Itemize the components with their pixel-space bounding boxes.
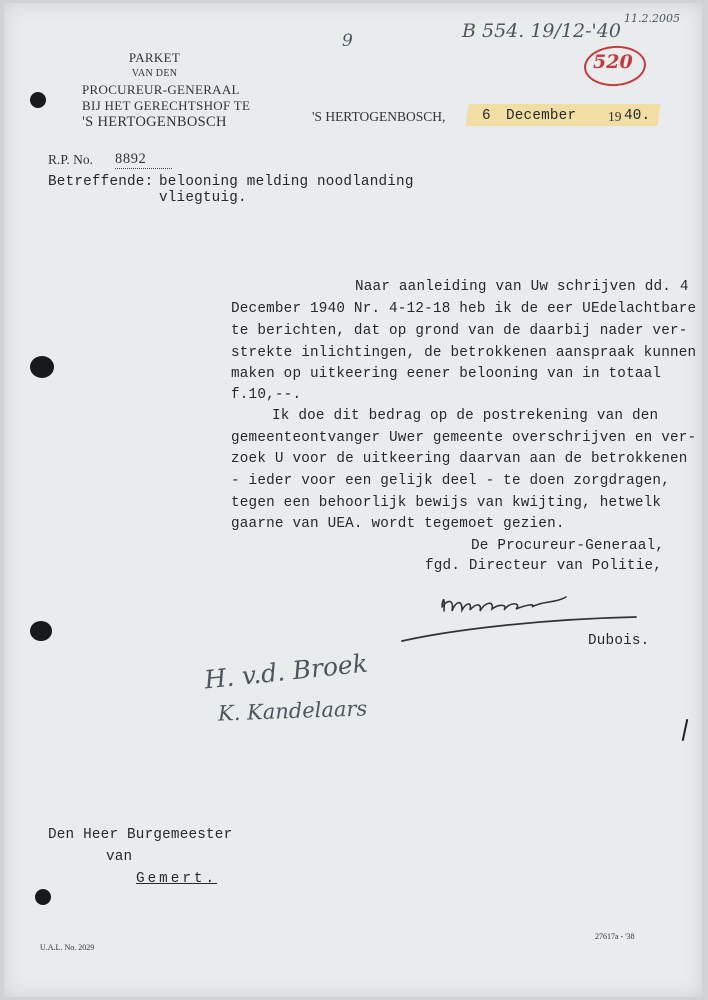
- body-line: gemeenteontvanger Uwer gemeente overschrijven en ver-: [231, 430, 697, 446]
- body-line: Ik doe dit bedrag op de postrekening van den: [272, 408, 659, 424]
- document-page: [4, 3, 702, 997]
- addressee-line: van: [106, 849, 133, 865]
- body-line: gaarne van UEA. wordt tegemoet gezien.: [231, 516, 565, 532]
- body-line: Naar aanleiding van Uw schrijven dd. 4: [355, 279, 689, 295]
- letterhead-line: 'S HERTOGENBOSCH: [82, 114, 227, 130]
- letterhead-line: BIJ HET GERECHTSHOF TE: [82, 98, 251, 113]
- closing-subtitle: fgd. Directeur van Politie,: [425, 558, 663, 574]
- body-line: f.10,--.: [231, 387, 302, 403]
- addressee-municipality: Gemert.: [136, 871, 218, 887]
- signatory-name: Dubois.: [588, 633, 650, 649]
- margin-note: K. Kandelaars: [217, 696, 368, 726]
- addressee-line: Den Heer Burgemeester: [48, 827, 233, 843]
- footer-form-number: U.A.L. No. 2029: [40, 943, 95, 952]
- archive-reference: B 554. 19/12-'40: [462, 20, 621, 42]
- date-year-prefix: 19: [608, 109, 622, 124]
- reference-number: 8892: [115, 151, 172, 169]
- body-line: maken op uitkeering eener belooning van in totaal: [231, 366, 662, 382]
- body-line: zoek U voor de uitkeering daarvan aan de betrokkenen: [231, 451, 688, 467]
- body-line: te berichten, dat op grond van de daarbij nader ver-: [231, 323, 688, 339]
- letterhead: [82, 50, 251, 130]
- punch-hole: [30, 356, 54, 378]
- body-line: December 1940 Nr. 4-12-18 heb ik de eer UEdelachtbare: [231, 301, 697, 317]
- annotation-small: 9: [342, 31, 353, 51]
- punch-hole: [35, 889, 51, 905]
- margin-note: H. v.d. Broek: [202, 648, 370, 695]
- date-day: 6: [482, 108, 491, 124]
- subject-line: belooning melding noodlanding: [159, 174, 414, 190]
- archive-date: 11.2.2005: [624, 12, 680, 25]
- letterhead-line: PROCUREUR-GENERAAL: [82, 82, 240, 97]
- margin-stroke: [682, 719, 689, 741]
- punch-hole: [30, 92, 46, 108]
- footer-print-code: 27617a - '38: [595, 932, 635, 941]
- punch-hole: [30, 621, 52, 641]
- subject-label: Betreffende:: [48, 174, 154, 190]
- date-year-suffix: 40.: [624, 108, 651, 124]
- circled-number: 520: [593, 51, 633, 73]
- closing-title: De Procureur-Generaal,: [471, 538, 665, 554]
- body-line: - ieder voor een gelijk deel - te doen zorgdragen,: [231, 473, 670, 489]
- reference-label: R.P. No.: [48, 152, 94, 167]
- subject-line: vliegtuig.: [159, 190, 247, 206]
- place: 'S HERTOGENBOSCH,: [312, 109, 446, 124]
- letterhead-line: PARKET: [128, 50, 181, 65]
- body-line: tegen een behoorlijk bewijs van kwijting, hetwelk: [231, 495, 662, 511]
- letterhead-line: VAN DEN: [131, 68, 178, 79]
- date-month: December: [506, 108, 577, 124]
- body-line: strekte inlichtingen, de betrokkenen aanspraak kunnen: [231, 345, 697, 361]
